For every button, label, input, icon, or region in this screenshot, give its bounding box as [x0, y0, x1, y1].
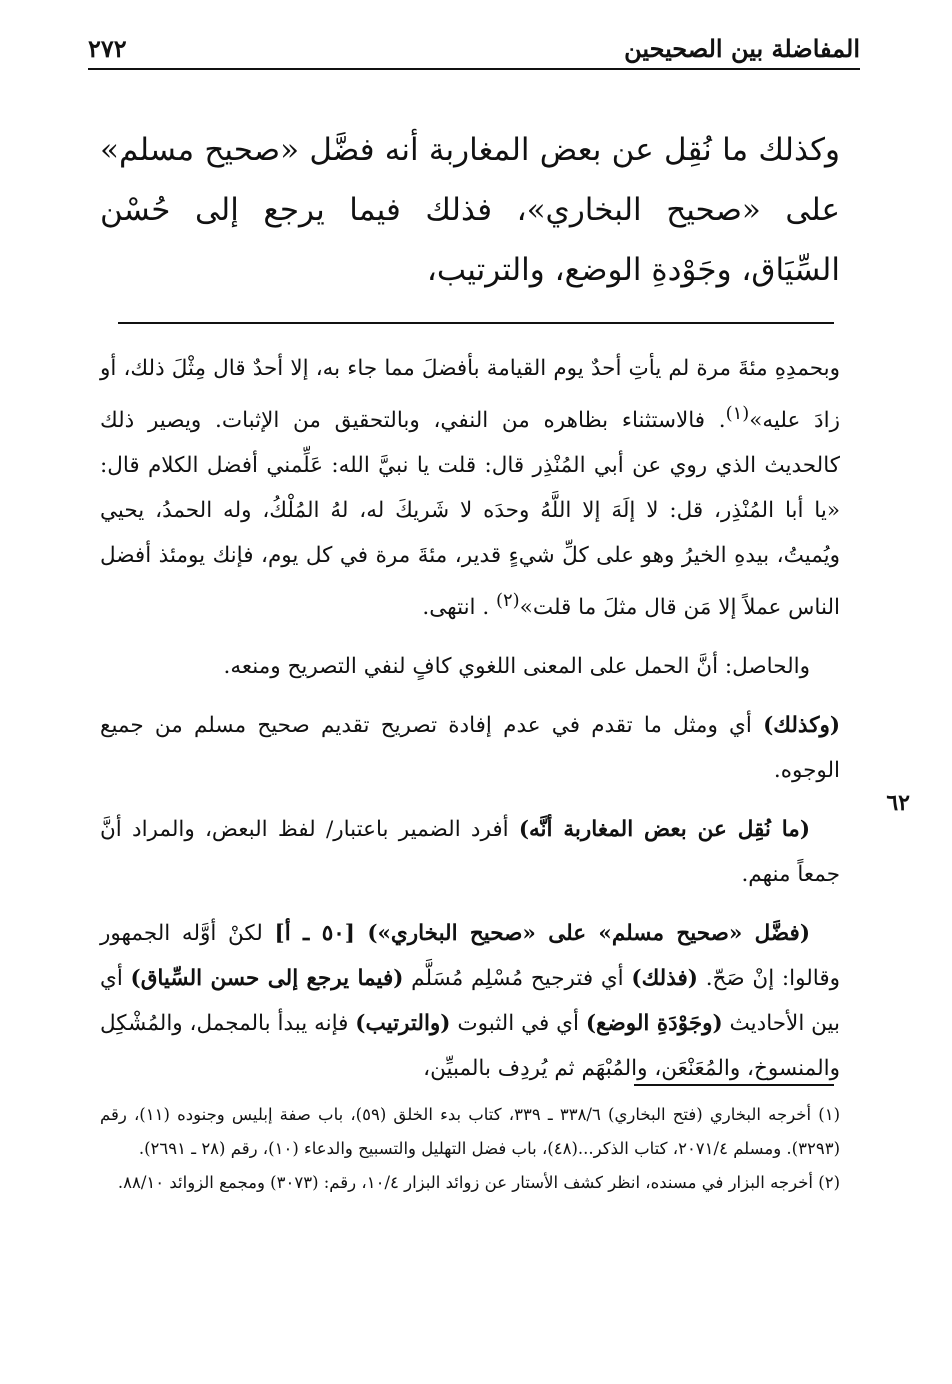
sharh-text-run: أي بين الأحاديث [100, 966, 841, 1037]
lemma: (فذلك) [631, 966, 698, 992]
sharh-text-run: أي في الثبوت [450, 1011, 586, 1037]
matn-text: وكذلك ما نُقِل عن بعض المغاربة أنه فضَّل «صحيح مسلم» على «صحيح البخاري»، فذلك فيما يرجع إلى حُسْن السِّيَاق، وجَوْدةِ الوضع، والترتيب، [100, 132, 840, 288]
sharh-text [100, 346, 840, 1091]
lemma: (فيما يرجع إلى حسن السِّياق) [130, 966, 404, 992]
page-header [88, 28, 860, 70]
sharh-text-run: وبحمدِهِ مئةَ مرة لم يأتِ أحدٌ يوم القيامة بأفضلَ مما جاء به، إلا أحدٌ قال مِثْلَ ذلك، أو زادَ عليه» [100, 356, 840, 434]
lemma: (والترتيب) [355, 1011, 451, 1037]
footnote-ref: (١) [725, 403, 750, 424]
sharh-paragraph: والحاصل: أنَّ الحمل على المعنى اللغوي كافٍ لنفي التصريح ومنعه. [223, 654, 810, 680]
sharh-text-run: أي فترجيح مُسْلِم مُسَلَّم [403, 966, 632, 992]
lemma: (فضَّل «صحيح مسلم» على «صحيح البخاري») [٥٠ ـ أ] [274, 921, 810, 947]
sharh-text-run: . فالاستثناء بظاهره من النفي، وبالتحقيق من الإثبات. ويصير ذلك كالحديث الذي روي عن أبي المُنْذِر قال: قلت يا نبيَّ الله: عَلِّمني أفضل الكلام قال: «يا أبا المُنْذِر، قل: لا إلَهَ إلا اللَّهُ وحدَه لا شَريكَ له، لهُ المُلْكُ، وله الحمدُ، يحيي ويُميتُ، بيدهِ الخيرُ وهو على كلِّ شيءٍ قدير، مئةَ مرة في كل يوم، فإنك يومئذ أفضل الناس عملاً إلا مَن قال مثلَ ما قلت» [100, 408, 840, 621]
footnote-ref: (٢) [496, 590, 520, 612]
sharh-paragraph [100, 911, 840, 1091]
footnote-1: (١) أخرجه البخاري (فتح البخاري) ٣٣٨/٦ ـ ٣٣٩، كتاب بدء الخلق (٥٩)، باب صفة إبليس وجنوده (١١)، رقم (٣٢٩٣). ومسلم ٢٠٧١/٤، كتاب الذكر...(٤٨)، باب فضل التهليل والتسبيح والدعاء (١٠)، رقم (٢٨ ـ ٢٦٩١). [100, 1105, 840, 1158]
margin-number: ٦٢ [886, 790, 910, 816]
sharh-text-run: لكنْ أوَّله الجمهور وقالوا: إنْ صَحّ. [100, 921, 840, 992]
sharh-paragraph [100, 346, 840, 630]
running-title: المفاضلة بين الصحيحين [624, 33, 860, 63]
footnote-divider [634, 1084, 834, 1086]
page-number: ٢٧٢ [88, 33, 127, 63]
footnote-2: (٢) أخرجه البزار في مسنده، انظر كشف الأستار عن زوائد البزار ١٠/٤، رقم: (٣٠٧٣) ومجمع الزوائد ٨٨/١٠. [117, 1173, 840, 1192]
sharh-text-run: أفرد الضمير باعتبار/ لفظ البعض، والمراد أنَّ جمعاً منهم. [100, 817, 840, 888]
lemma: (ما نُقِل عن بعض المغاربة أنَّه) [518, 817, 810, 843]
footnotes [100, 1098, 840, 1200]
sharh-paragraph [100, 703, 840, 793]
lemma: (وكذلك) [763, 713, 840, 739]
sharh-text-run: . انتهى. [422, 595, 497, 621]
lemma: (وجَوْدَةِ الوضع) [585, 1011, 723, 1037]
sharh-text-run: أي ومثل ما تقدم في عدم إفادة تصريح تقديم صحيح مسلم من جميع الوجوه. [100, 713, 840, 784]
sharh-paragraph [100, 807, 840, 897]
matn-divider [118, 322, 834, 324]
sharh-text-run: فإنه يبدأ بالمجمل، والمُشْكِل والمنسوخ، والمُعَنْعَن، والمُبْهَم ثم يُردِف بالمبيِّن، [100, 1011, 840, 1082]
